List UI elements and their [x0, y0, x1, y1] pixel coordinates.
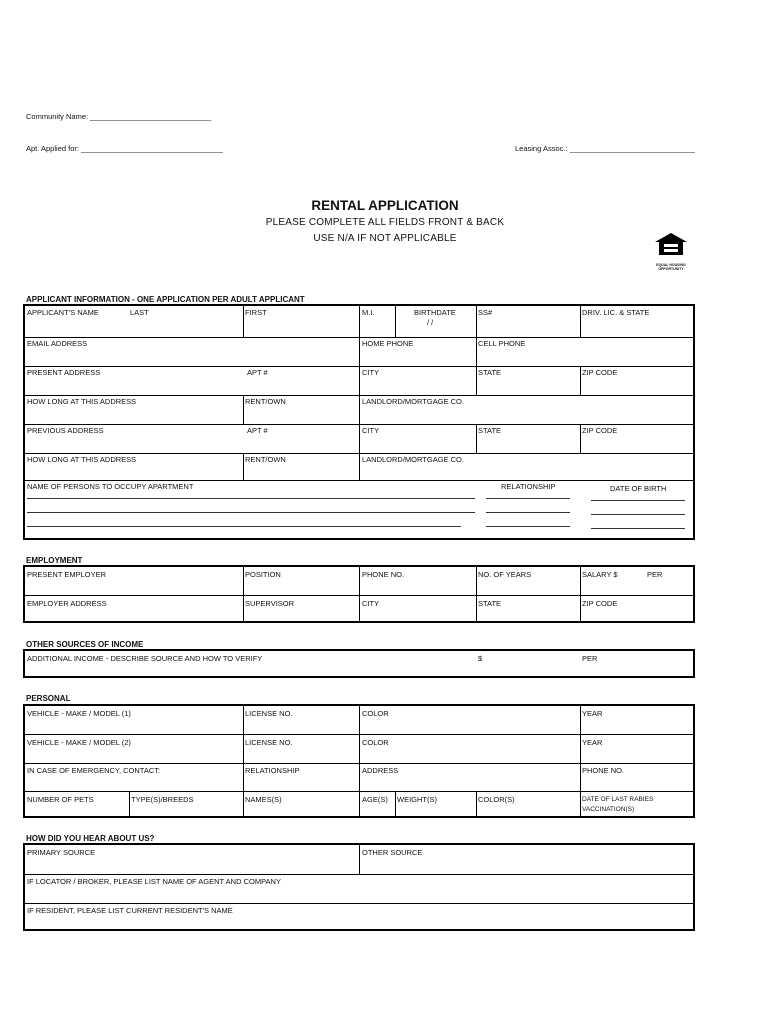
locator-broker-label: IF LOCATOR / BROKER, PLEASE LIST NAME OF AGENT AND COMPANY	[27, 877, 281, 886]
zip-label: ZIP CODE	[582, 368, 618, 377]
occupant-dob-line[interactable]	[591, 528, 685, 529]
rabies-vaccination-label: VACCINATION(S)	[582, 806, 635, 813]
previous-address-label: PREVIOUS ADDRESS	[27, 426, 104, 435]
birthdate-label: BIRTHDATE	[414, 308, 456, 317]
occupant-relationship-line[interactable]	[486, 526, 570, 527]
number-of-pets-label: NUMBER OF PETS	[27, 795, 94, 804]
ssn-label: SS#	[478, 308, 493, 317]
employment-section-heading: EMPLOYMENT	[26, 556, 83, 565]
supervisor-label: SUPERVISOR	[245, 599, 295, 608]
referral-section-heading: HOW DID YOU HEAR ABOUT US?	[26, 834, 155, 843]
employer-city-label: CITY	[362, 599, 380, 608]
license-1-label: LICENSE NO.	[245, 709, 293, 718]
state-label: STATE	[478, 368, 502, 377]
emergency-phone-label: PHONE NO.	[582, 766, 625, 775]
previous-zip-label: ZIP CODE	[582, 426, 618, 435]
previous-how-long-label: HOW LONG AT THIS ADDRESS	[27, 455, 137, 464]
how-long-label: HOW LONG AT THIS ADDRESS	[27, 397, 137, 406]
apt-applied-field[interactable]: Apt. Applied for: __________________________________	[26, 144, 223, 153]
occupant-dob-line[interactable]	[591, 514, 685, 515]
primary-source-label: PRIMARY SOURCE	[27, 848, 96, 857]
present-employer-label: PRESENT EMPLOYER	[27, 570, 107, 579]
position-label: POSITION	[245, 570, 281, 579]
instruction-line-1: PLEASE COMPLETE ALL FIELDS FRONT & BACK	[265, 217, 505, 228]
instruction-line-2: USE N/A IF NOT APPLICABLE	[313, 233, 457, 244]
color-1-label: COLOR	[362, 709, 389, 718]
year-2-label: YEAR	[582, 738, 603, 747]
occupant-name-line[interactable]	[27, 498, 475, 499]
pet-breeds-label: TYPE(S)/BREEDS	[131, 795, 194, 804]
middle-initial-label: M.I.	[362, 308, 375, 317]
rabies-date-label: DATE OF LAST RABIES	[582, 796, 654, 803]
previous-state-label: STATE	[478, 426, 502, 435]
other-income-section-heading: OTHER SOURCES OF INCOME	[26, 640, 144, 649]
other-source-label: OTHER SOURCE	[362, 848, 423, 857]
home-phone-label: HOME PHONE	[362, 339, 414, 348]
first-name-label: FIRST	[245, 308, 267, 317]
employer-zip-label: ZIP CODE	[582, 599, 618, 608]
vehicle-1-label: VEHICLE - MAKE / MODEL (1)	[27, 709, 131, 718]
equal-housing-opportunity-icon	[653, 232, 689, 271]
leasing-assoc-field[interactable]: Leasing Assoc.: ______________________________	[515, 144, 695, 153]
rent-own-label: RENT/OWN	[245, 397, 286, 406]
color-2-label: COLOR	[362, 738, 389, 747]
occupants-label: NAME OF PERSONS TO OCCUPY APARTMENT	[27, 482, 194, 491]
additional-income-label: ADDITIONAL INCOME - DESCRIBE SOURCE AND HOW TO VERIFY	[27, 654, 263, 663]
other-income-table	[23, 649, 695, 678]
logo-text: EQUAL HOUSING OPPORTUNITY	[656, 263, 686, 271]
email-label: EMAIL ADDRESS	[27, 339, 88, 348]
previous-landlord-label: LANDLORD/MORTGAGE CO.	[362, 455, 464, 464]
previous-apt-label: APT #	[247, 426, 268, 435]
emergency-contact-label: IN CASE OF EMERGENCY, CONTACT:	[27, 766, 161, 775]
relationship-label: RELATIONSHIP	[501, 482, 556, 491]
date-of-birth-label: DATE OF BIRTH	[610, 484, 667, 493]
previous-rent-own-label: RENT/OWN	[245, 455, 286, 464]
income-per-label: PER	[582, 654, 598, 663]
cell-phone-label: CELL PHONE	[478, 339, 526, 348]
year-1-label: YEAR	[582, 709, 603, 718]
drivers-license-label: DRIV. LIC. & STATE	[582, 308, 650, 317]
employer-address-label: EMPLOYER ADDRESS	[27, 599, 107, 608]
current-resident-label: IF RESIDENT, PLEASE LIST CURRENT RESIDENT'S NAME	[27, 906, 233, 915]
personal-table	[23, 704, 695, 818]
occupant-dob-line[interactable]	[591, 500, 685, 501]
community-name-field[interactable]: Community Name: _____________________________	[26, 112, 212, 121]
salary-per-label: PER	[647, 570, 663, 579]
employer-phone-label: PHONE NO.	[362, 570, 405, 579]
referral-table	[23, 843, 695, 931]
last-name-label: LAST	[130, 308, 149, 317]
present-address-label: PRESENT ADDRESS	[27, 368, 101, 377]
emergency-address-label: ADDRESS	[362, 766, 399, 775]
occupant-relationship-line[interactable]	[486, 512, 570, 513]
employer-state-label: STATE	[478, 599, 502, 608]
salary-label: SALARY $	[582, 570, 618, 579]
personal-section-heading: PERSONAL	[26, 694, 71, 703]
pet-names-label: NAMES(S)	[245, 795, 282, 804]
employment-table	[23, 565, 695, 623]
applicant-section-heading: APPLICANT INFORMATION - ONE APPLICATION PER ADULT APPLICANT	[26, 295, 305, 304]
page-title: RENTAL APPLICATION	[311, 198, 459, 213]
applicants-name-label: APPLICANT'S NAME	[27, 308, 99, 317]
years-label: NO. OF YEARS	[478, 570, 532, 579]
license-2-label: LICENSE NO.	[245, 738, 293, 747]
emergency-relationship-label: RELATIONSHIP	[245, 766, 300, 775]
occupant-relationship-line[interactable]	[486, 498, 570, 499]
birthdate-slashes: / /	[427, 318, 434, 327]
previous-city-label: CITY	[362, 426, 380, 435]
pet-weights-label: WEIGHT(S)	[397, 795, 437, 804]
applicant-info-table	[23, 304, 695, 540]
vehicle-2-label: VEHICLE - MAKE / MODEL (2)	[27, 738, 131, 747]
pet-ages-label: AGE(S)	[362, 795, 388, 804]
pet-colors-label: COLOR(S)	[478, 795, 515, 804]
income-dollar-label: $	[478, 654, 483, 663]
occupant-name-line[interactable]	[27, 526, 461, 527]
city-label: CITY	[362, 368, 380, 377]
landlord-label: LANDLORD/MORTGAGE CO.	[362, 397, 464, 406]
occupant-name-line[interactable]	[27, 512, 475, 513]
apt-number-label: APT #	[247, 368, 268, 377]
